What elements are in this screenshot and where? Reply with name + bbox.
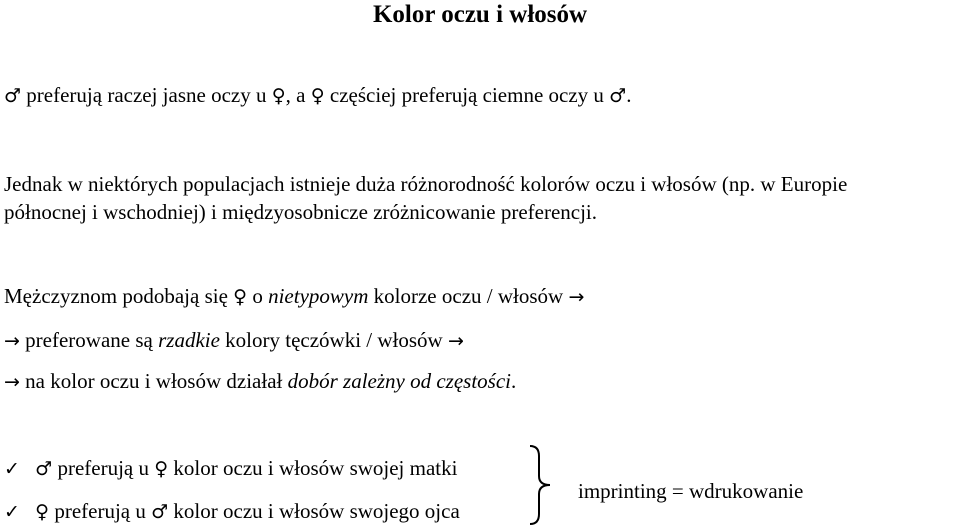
female-symbol-icon: ♀	[310, 85, 325, 107]
female-symbol-icon: ♀	[154, 458, 169, 480]
selection-line	[4, 368, 516, 395]
list-item-1	[4, 455, 457, 482]
text: kolor oczu i włosów swojego ojca	[168, 499, 460, 523]
check-icon: ✓	[4, 458, 20, 480]
text: kolory tęczówki / włosów	[219, 328, 448, 352]
men-preference-line	[4, 283, 584, 310]
paragraph-line-1: Jednak w niektórych populacjach istnieje duża różnorodność kolorów oczu i włosów (np. w Europie	[4, 172, 848, 196]
text: .	[626, 83, 632, 107]
text: Mężczyznom podobają się	[4, 284, 234, 308]
female-symbol-icon: ♀	[233, 286, 248, 308]
text: kolor oczu i włosów swojej matki	[168, 456, 458, 480]
text: preferowane są	[19, 328, 159, 352]
right-brace	[528, 444, 554, 526]
text: preferują raczej jasne oczy u	[26, 83, 272, 107]
arrow-icon: →	[568, 286, 585, 308]
text: .	[511, 369, 517, 393]
female-symbol-icon: ♀	[35, 501, 50, 523]
text: częściej preferują ciemne oczy u	[324, 83, 610, 107]
italic-text: nietypowym	[268, 284, 369, 308]
text: kolorze oczu / włosów	[368, 284, 569, 308]
text: preferują u	[49, 499, 152, 523]
italic-text: rzadkie	[158, 328, 220, 352]
arrow-icon: →	[4, 330, 20, 352]
male-symbol-icon: ♂	[609, 85, 627, 107]
text: o	[247, 284, 269, 308]
imprinting-note: imprinting = wdrukowanie	[578, 479, 804, 503]
text: preferują u	[52, 456, 155, 480]
text: , a	[285, 83, 311, 107]
male-symbol-icon: ♂	[151, 501, 169, 523]
paragraph-line-2: północnej i wschodniej) i międzyosobnicze zróżnicowanie preferencji.	[4, 200, 598, 224]
male-symbol-icon: ♂	[35, 458, 53, 480]
check-icon: ✓	[4, 501, 20, 523]
text: na kolor oczu i włosów działał	[19, 369, 288, 393]
arrow-icon: →	[447, 330, 464, 352]
italic-text: dobór zależny od częstości	[287, 369, 512, 393]
female-symbol-icon: ♀	[271, 85, 286, 107]
list-item-2	[4, 498, 460, 525]
arrow-icon: →	[4, 371, 20, 393]
male-symbol-icon: ♂	[4, 85, 22, 107]
page-title: Kolor oczu i włosów	[372, 1, 588, 28]
preference-line	[4, 82, 631, 109]
rare-colors-line	[4, 327, 464, 354]
